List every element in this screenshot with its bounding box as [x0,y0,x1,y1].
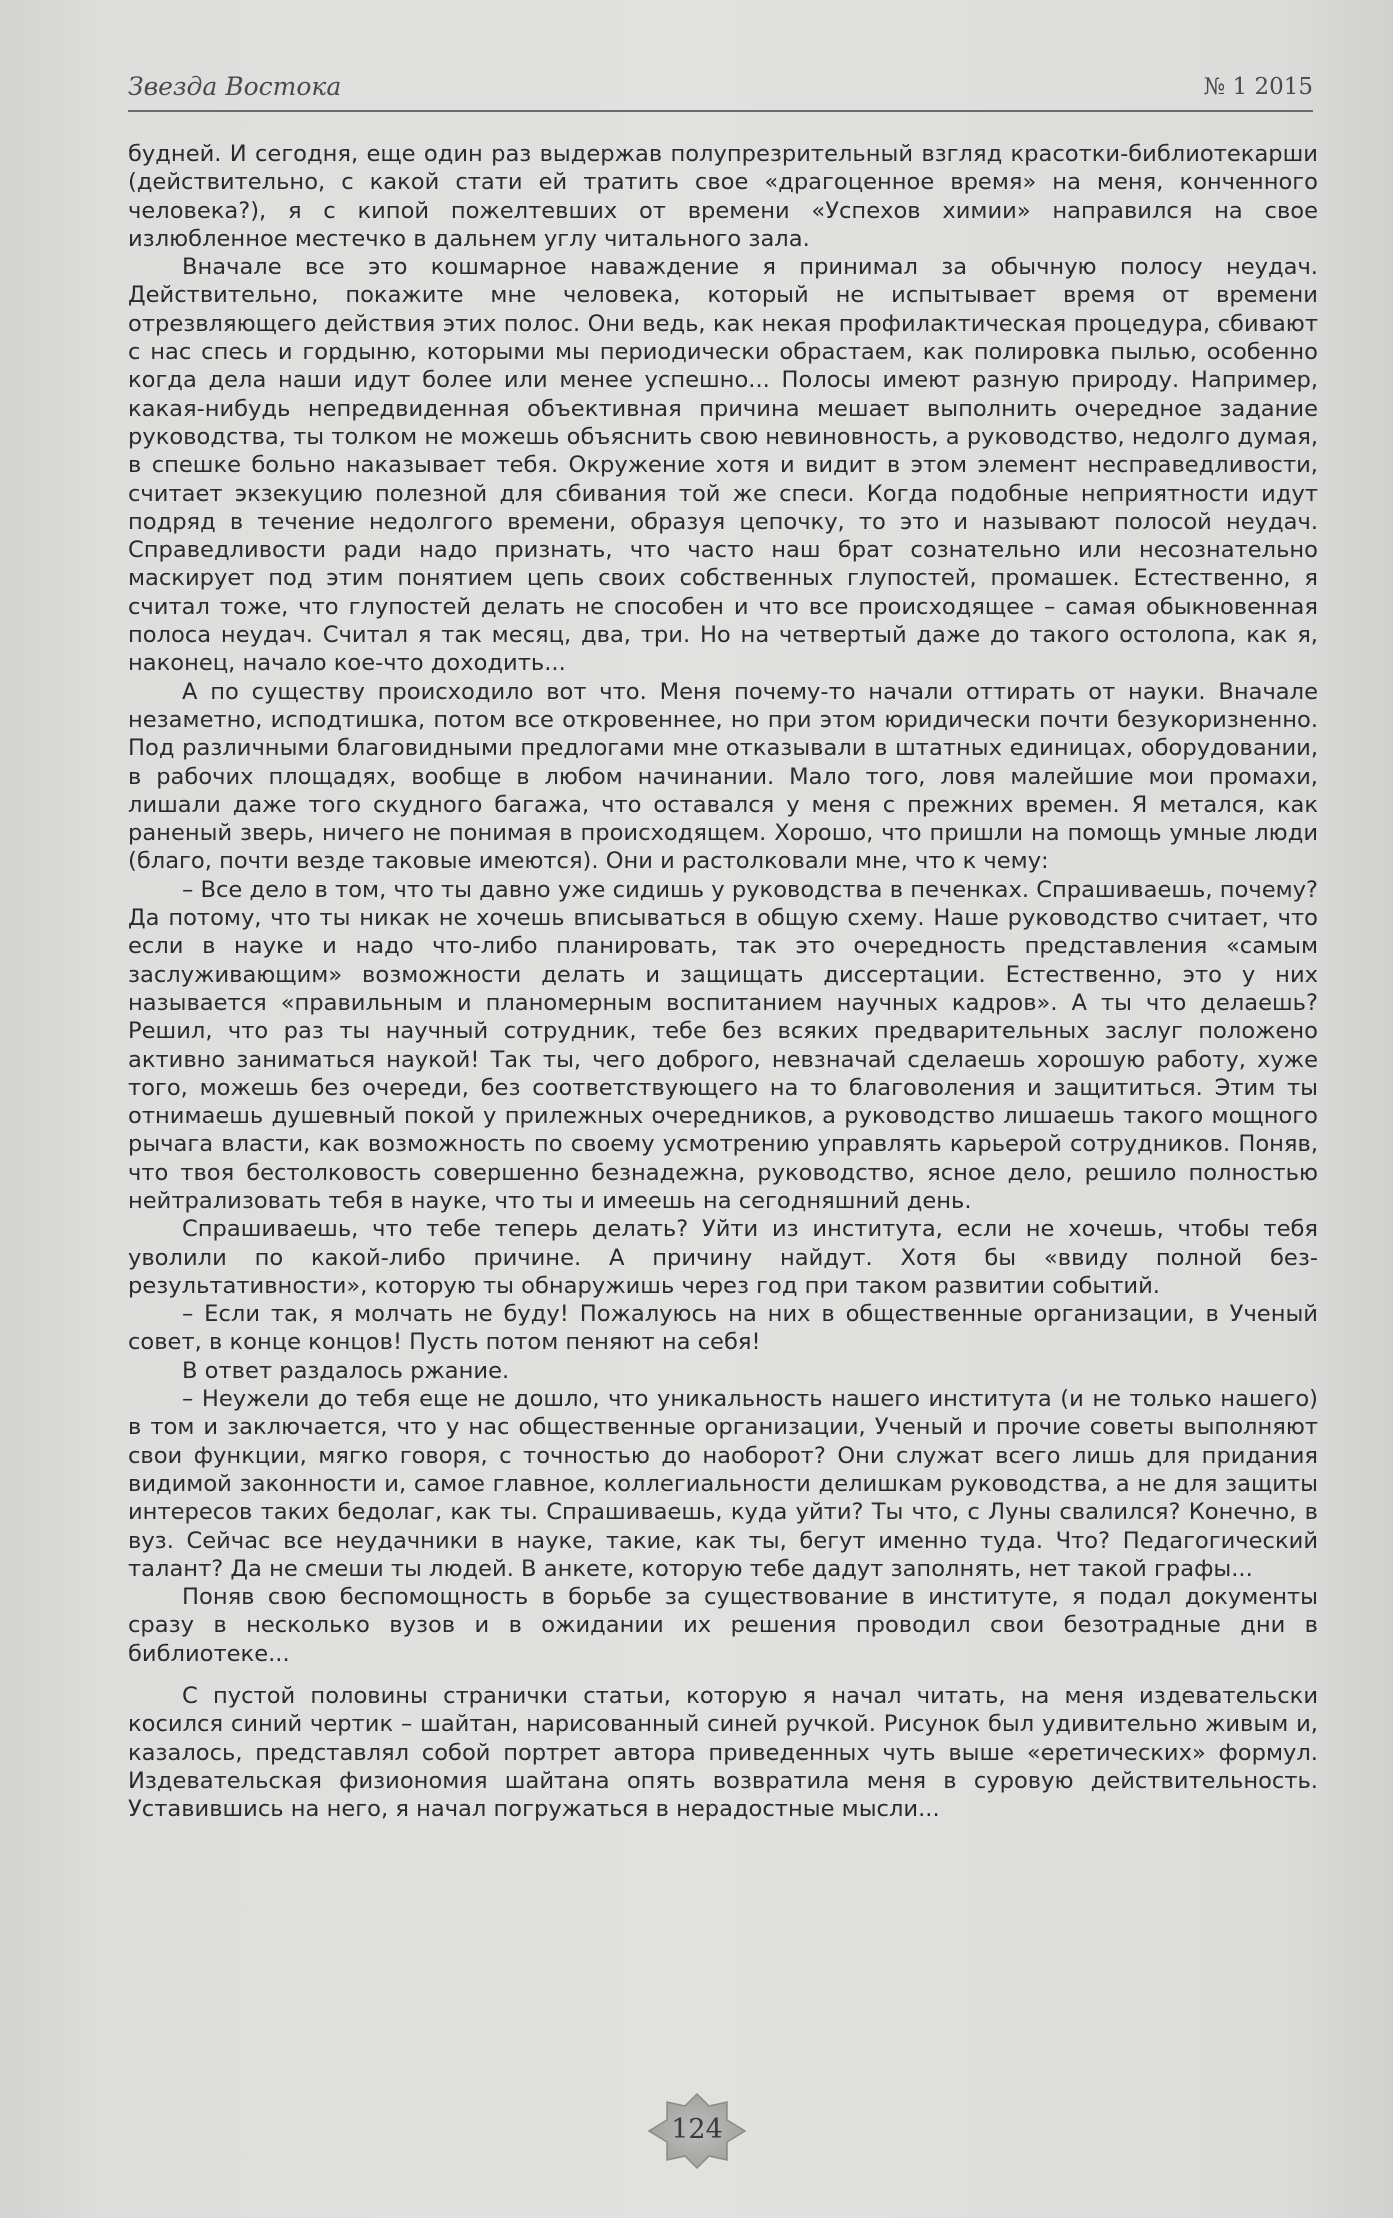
article-body [128,140,1318,1824]
paragraph: будней. И сегодня, еще один раз выдержав полупрезрительный взгляд красотки-библиотекарши (действительно, с какой стати ей тратить свое «драгоценное время» на меня, конченного человека?), я с кипой пожелтевших от времени «Успехов химии» направился на свое излюбленное местечко в дальнем углу читального зала. [128,141,1318,252]
paragraph: – Все дело в том, что ты давно уже сидишь у руководства в печенках. Спрашиваешь, почему? Да потому, что ты никак не хочешь вписываться в общую схему. Наше руководство считает, что если в науке и надо что-либо планировать, так это очередность представления «самым заслуживающим» возможности делать и защищать диссертации. Естественно, это у них называется «правильным и планомерным воспитанием научных кадров». А ты что делаешь? Решил, что раз ты научный сотрудник, тебе без всяких предварительных заслуг положено активно заниматься наукой! Так ты, чего доброго, невзначай сделаешь хорошую работу, хуже того, можешь без очереди, без соответствующего на то благоволения и защититься. Этим ты отнимаешь душевный покой у прилежных очередников, а руководство лишаешь такого мощного рычага власти, как возможность по своему усмотрению управлять карьерой сотрудников. Поняв, что твоя бестолковость совершенно безнадежна, руководство, ясное дело, решило полностью нейтрализовать тебя в науке, что ты и имеешь на сегодняшний день. [128,876,1318,1214]
page-number-badge [639,2092,755,2170]
page-number: 124 [671,2114,723,2145]
header-rule [128,110,1313,112]
running-header [128,72,1313,112]
paragraph: А по существу происходило вот что. Меня почему-то начали оттирать от науки. Вначале незаметно, исподтишка, потом все откровеннее, но при этом юридически почти безукоризненно. Под различными благовидными предлогами мне отказывали в штатных единицах, оборудовании, в рабочих площадях, вообще в любом начинании. Мало того, ловя малейшие мои промахи, лишали даже того скудного багажа, что оставался у меня с прежних времен. Я метался, как раненый зверь, ничего не понимая в происходящем. Хорошо, что пришли на помощь умные люди (благо, почти везде таковые имеются). Они и растолковали мне, что к чему: [128,678,1318,875]
paragraph: В ответ раздалось ржание. [182,1357,510,1384]
paragraph: Вначале все это кошмарное наваждение я принимал за обычную полосу неудач. Действительно, покажите мне человека, который не испытывает время от времени отрезвляющего действия этих полос. Они ведь, как некая профилактическая процедура, сбивают с нас спесь и гордыню, которыми мы периодически обрастаем, как полировка пылью, особенно когда дела наши идут более или менее успешно... Полосы имеют разную природу. Например, какая-нибудь непредвиденная объективная причина мешает выполнить очередное задание руководства, ты толком не можешь объяснить свою невиновность, а руководство, недолго думая, в спешке больно наказывает тебя. Окружение хотя и видит в этом элемент несправедливости, считает экзекуцию полезной для сбивания той же спеси. Когда подобные неприятности идут подряд в течение недолгого времени, образуя цепочку, то это и называют полосой неудач. Справедливости ради надо признать, что часто наш брат сознательно или несознательно маскирует под этим понятием цепь своих собственных глупостей, промашек. Естественно, я считал тоже, что глупостей делать не способен и что все происходящее – самая обыкновенная полоса неудач. Считал я так месяц, два, три. Но на четвертый даже до такого остолопа, как я, наконец, начало кое-что доходить... [128,254,1318,677]
paragraph: – Если так, я молчать не буду! Пожалуюсь на них в общественные организации, в Ученый совет, в конце концов! Пусть потом пеняют на себя! [128,1301,1318,1356]
paragraph: Спрашиваешь, что тебе теперь делать? Уйти из института, если не хочешь, чтобы тебя уволили по какой-либо причине. А причину найдут. Хотя бы «ввиду полной безрезультативности», которую ты обнаружишь через год при таком развитии событий. [128,1216,1318,1299]
paragraph: С пустой половины странички статьи, которую я начал читать, на меня издевательски косился синий чертик – шайтан, нарисованный синей ручкой. Рисунок был удивительно живым и, казалось, представлял собой портрет автора приведенных чуть выше «еретических» формул. Издевательская физиономия шайтана опять возвратила меня в суровую действительность. Уставившись на него, я начал погружаться в нерадостные мысли... [128,1683,1318,1823]
paragraph: – Неужели до тебя еще не дошло, что уникальность нашего института (и не только нашего) в том и заключается, что у нас общественные организации, Ученый и прочие советы выполняют свои функции, мягко говоря, с точностью до наоборот? Они служат всего лишь для придания видимой законности и, самое главное, коллегиальности делишкам руководства, а не для защиты интересов таких бедолаг, как ты. Спрашиваешь, куда уйти? Ты что, с Луны свалился? Конечно, в вуз. Сейчас все неудачники в науке, такие, как ты, бегут именно туда. Что? Педагогический талант? Да не смеши ты людей. В анкете, которую тебе дадут заполнять, нет такой графы... [128,1386,1318,1582]
paragraph: Поняв свою беспомощность в борьбе за существование в институте, я подал документы сразу в несколько вузов и в ожидании их решения проводил свои безотрадные дни в библиотеке... [128,1584,1318,1667]
journal-title: Звезда Востока [128,72,342,101]
issue-number: № 1 2015 [1203,74,1313,100]
